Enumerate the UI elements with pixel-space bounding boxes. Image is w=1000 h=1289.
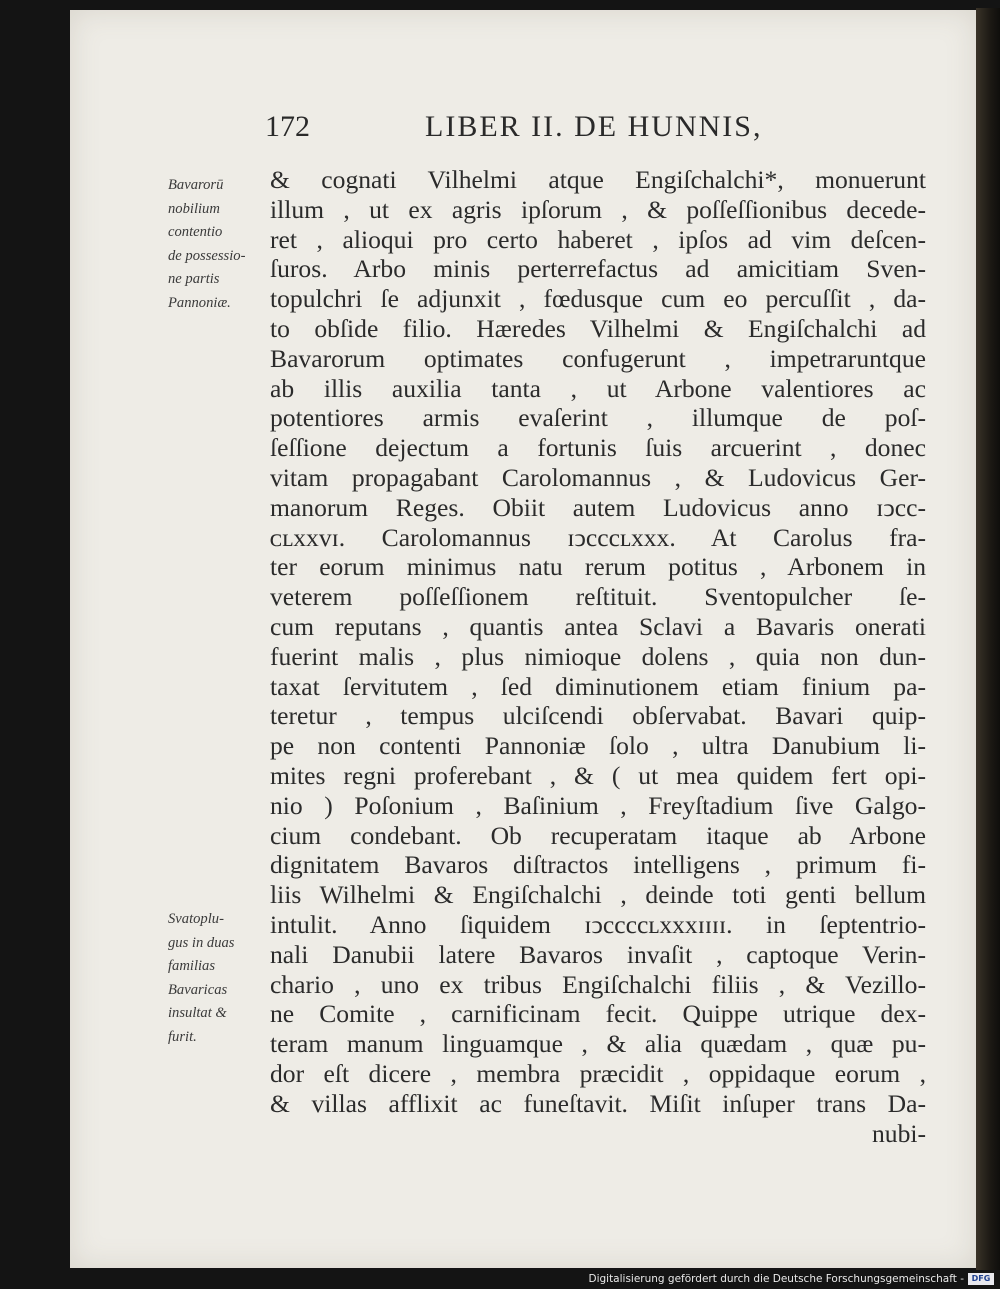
digitization-credit (588, 1272, 994, 1286)
text-line: veterem poſſeſſionem reſtituit. Sventopulcher ſe- (270, 582, 926, 612)
marginal-note-line: contentio (168, 224, 223, 241)
text-line: dignitatem Bavaros diſtractos intelligens , primum fi- (270, 850, 926, 880)
main-text-block (270, 165, 926, 1148)
text-line: ne Comite , carnificinam fecit. Quippe utrique dex- (270, 999, 926, 1029)
running-title: LIBER II. DE HUNNIS, (425, 110, 763, 143)
marginal-note-line: Bavarorū (168, 177, 224, 193)
text-line: teram manum linguamque , & alia quædam , quæ pu- (270, 1029, 926, 1059)
marginal-note-line: insultat & (168, 1005, 227, 1022)
text-line: nubi- (871, 1118, 926, 1148)
scanned-book-page (70, 10, 976, 1268)
page-number: 172 (265, 110, 310, 143)
marginal-note-bavarian-nobles (168, 174, 264, 316)
text-line: & cognati Vilhelmi atque Engiſchalchi*, monuerunt (270, 165, 926, 194)
marginal-note-line: ne partis (168, 271, 220, 288)
text-line: liis Wilhelmi & Engiſchalchi , deinde toti genti bellum (270, 880, 926, 910)
text-line: ſeſſione dejectum a fortunis ſuis arcuerint , donec (270, 433, 926, 463)
text-line: intulit. Anno ſiquidem ɪↄccccʟxxxɪɪɪɪ. in ſeptentrio- (270, 909, 926, 939)
text-line: ab illis auxilia tanta , ut Arbone valentiores ac (270, 373, 926, 403)
text-line: manorum Reges. Obiit autem Ludovicus anno ɪↄcc- (270, 492, 926, 522)
text-line: ᴄʟxxvɪ. Carolomannus ɪↄcccʟxxx. At Carolus fra- (270, 522, 926, 552)
text-line: cium condebant. Ob recuperatam itaque ab Arbone (270, 820, 926, 850)
text-line: & villas afflixit ac funeſtavit. Miſit inſuper trans Da- (270, 1088, 926, 1118)
text-line: ret , alioqui pro certo haberet , ipſos ad vim deſcen- (270, 224, 926, 254)
text-line: fuerint malis , plus nimioque dolens , quia non dun- (270, 641, 926, 671)
text-line: ter eorum minimus natu rerum potitus , Arbonem in (270, 552, 926, 582)
text-line: teretur , tempus ulciſcendi obſervabat. Bavari quip- (270, 701, 926, 731)
credit-text: Digitalisierung gefördert durch die Deutsche Forschungsgemeinschaft - (588, 1273, 964, 1285)
text-line: dor eſt dicere , membra præcidit , oppidaque eorum , (270, 1058, 926, 1088)
text-line: topulchri ſe adjunxit , fœdusque cum eo percuſſit , da- (270, 284, 926, 314)
marginal-note-line: gus in duas (168, 934, 235, 951)
marginal-note-line: de possessio- (168, 247, 246, 264)
text-line: chario , uno ex tribus Engiſchalchi filiis , & Vezillo- (270, 969, 926, 999)
text-line: to obſide filio. Hæredes Vilhelmi & Engiſchalchi ad (270, 313, 926, 343)
text-line: Bavarorum optimates confugerunt , impetraruntque (270, 343, 926, 373)
text-line: cum reputans , quantis antea Sclavi a Bavaris onerati (270, 611, 926, 641)
text-line: nio ) Poſonium , Baſinium , Freyſtadium ſive Galgo- (270, 790, 926, 820)
marginal-note-line: Svatoplu- (168, 911, 224, 927)
marginal-note-svatoplugus (168, 908, 264, 1050)
running-head (70, 110, 976, 150)
dfg-logo: DFG (968, 1273, 994, 1285)
marginal-note-line: Pannoniæ. (168, 294, 231, 311)
text-line: potentiores armis evaſerint , illumque de poſ- (270, 403, 926, 433)
marginal-note-line: familias (168, 958, 216, 975)
marginal-note-line: nobilium (168, 200, 220, 217)
text-line: taxat ſervitutem , ſed diminutionem etiam finium pa- (270, 671, 926, 701)
text-line: nali Danubii latere Bavaros invaſit , captoque Verin- (270, 939, 926, 969)
marginal-note-line: Bavaricas (168, 981, 228, 998)
text-line: ſuros. Arbo minis perterrefactus ad amicitiam Sven- (270, 254, 926, 284)
marginal-note-line: furit. (168, 1028, 197, 1045)
text-line: illum , ut ex agris ipſorum , & poſſeſſionibus decede- (270, 194, 926, 224)
text-line: vitam propagabant Carolomannus , & Ludovicus Ger- (270, 462, 926, 492)
text-line: mites regni proferebant , & ( ut mea quidem fert opi- (270, 760, 926, 790)
text-line: pe non contenti Pannoniæ ſolo , ultra Danubium li- (270, 731, 926, 761)
book-page-edge (976, 8, 1000, 1270)
